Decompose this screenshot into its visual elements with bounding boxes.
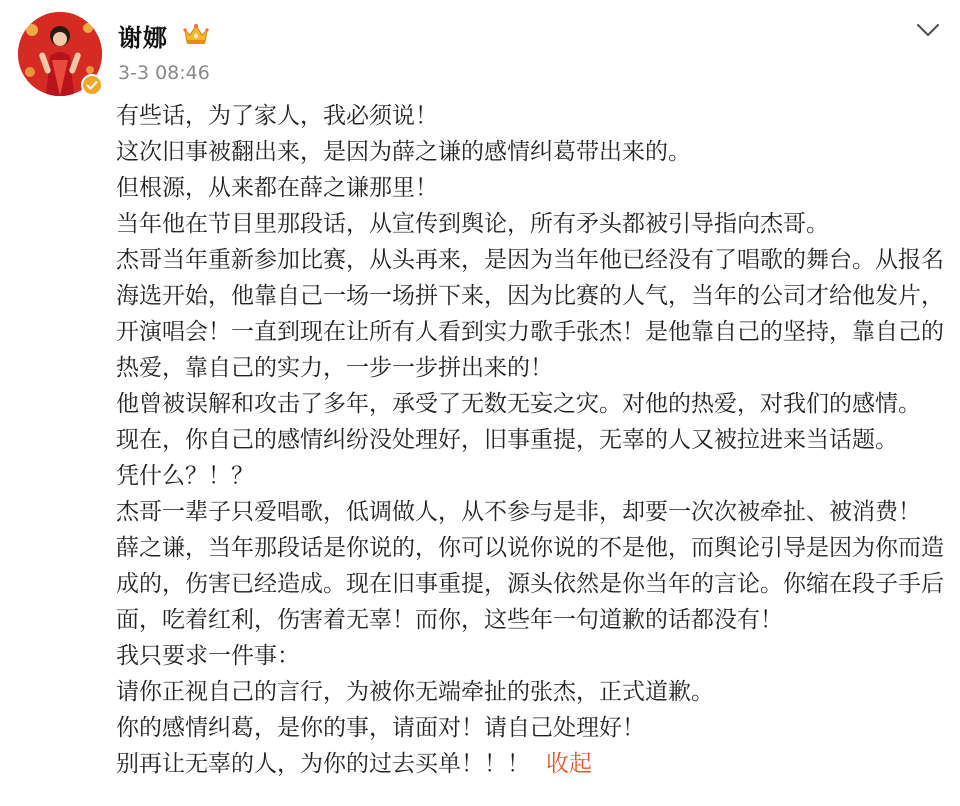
post-line: 你的感情纠葛，是你的事，请面对！请自己处理好！ bbox=[116, 715, 645, 741]
post-line: 杰哥一辈子只爱唱歌，低调做人，从不参与是非，却要一次次被牵扯、被消费！ bbox=[116, 499, 921, 525]
post-line: 凭什么？！？ bbox=[116, 463, 254, 489]
post-line: 面，吃着红利，伤害着无辜！而你，这些年一句道歉的话都没有！ bbox=[116, 607, 783, 633]
post-line: 现在，你自己的感情纠纷没处理好，旧事重提，无辜的人又被拉进来当话题。 bbox=[116, 427, 898, 453]
post-line: 杰哥当年重新参加比赛，从头再来，是因为当年他已经没有了唱歌的舞台。从报名 bbox=[116, 247, 944, 273]
post-line: 当年他在节目里那段话，从宣传到舆论，所有矛头都被引导指向杰哥。 bbox=[116, 211, 829, 237]
post-line-text: 别再让无辜的人，为你的过去买单！！！ bbox=[116, 751, 530, 777]
post-line: 我只要求一件事： bbox=[116, 643, 300, 669]
post-line: 但根源，从来都在薛之谦那里！ bbox=[116, 175, 438, 201]
author-name[interactable]: 谢娜 bbox=[118, 24, 168, 52]
post-timestamp: 3-3 08:46 bbox=[118, 62, 210, 84]
post-line: 开演唱会！一直到现在让所有人看到实力歌手张杰！是他靠自己的坚持，靠自己的 bbox=[116, 319, 944, 345]
post-line: 成的，伤害已经造成。现在旧事重提，源头依然是你当年的言论。你缩在段子手后 bbox=[116, 571, 944, 597]
crown-icon[interactable] bbox=[182, 22, 210, 46]
post-line-last bbox=[116, 746, 946, 782]
post-line: 有些话，为了家人，我必须说！ bbox=[116, 103, 438, 129]
post-line: 这次旧事被翻出来，是因为薛之谦的感情纠葛带出来的。 bbox=[116, 139, 691, 165]
chevron-down-icon[interactable] bbox=[914, 20, 942, 40]
post-line: 海选开始，他靠自己一场一场拼下来，因为比赛的人气，当年的公司才给他发片， bbox=[116, 283, 944, 309]
collapse-link[interactable]: 收起 bbox=[546, 751, 592, 777]
verified-badge-icon bbox=[81, 74, 103, 96]
post-line: 薛之谦，当年那段话是你说的，你可以说你说的不是他，而舆论引导是因为你而造 bbox=[116, 535, 944, 561]
post-line: 热爱，靠自己的实力，一步一步拼出来的！ bbox=[116, 355, 553, 381]
post-line: 他曾被误解和攻击了多年，承受了无数无妄之灾。对他的热爱，对我们的感情。 bbox=[116, 391, 921, 417]
post-header bbox=[18, 12, 942, 98]
post-body bbox=[116, 98, 946, 782]
post-line: 请你正视自己的言行，为被你无端牵扯的张杰，正式道歉。 bbox=[116, 679, 714, 705]
